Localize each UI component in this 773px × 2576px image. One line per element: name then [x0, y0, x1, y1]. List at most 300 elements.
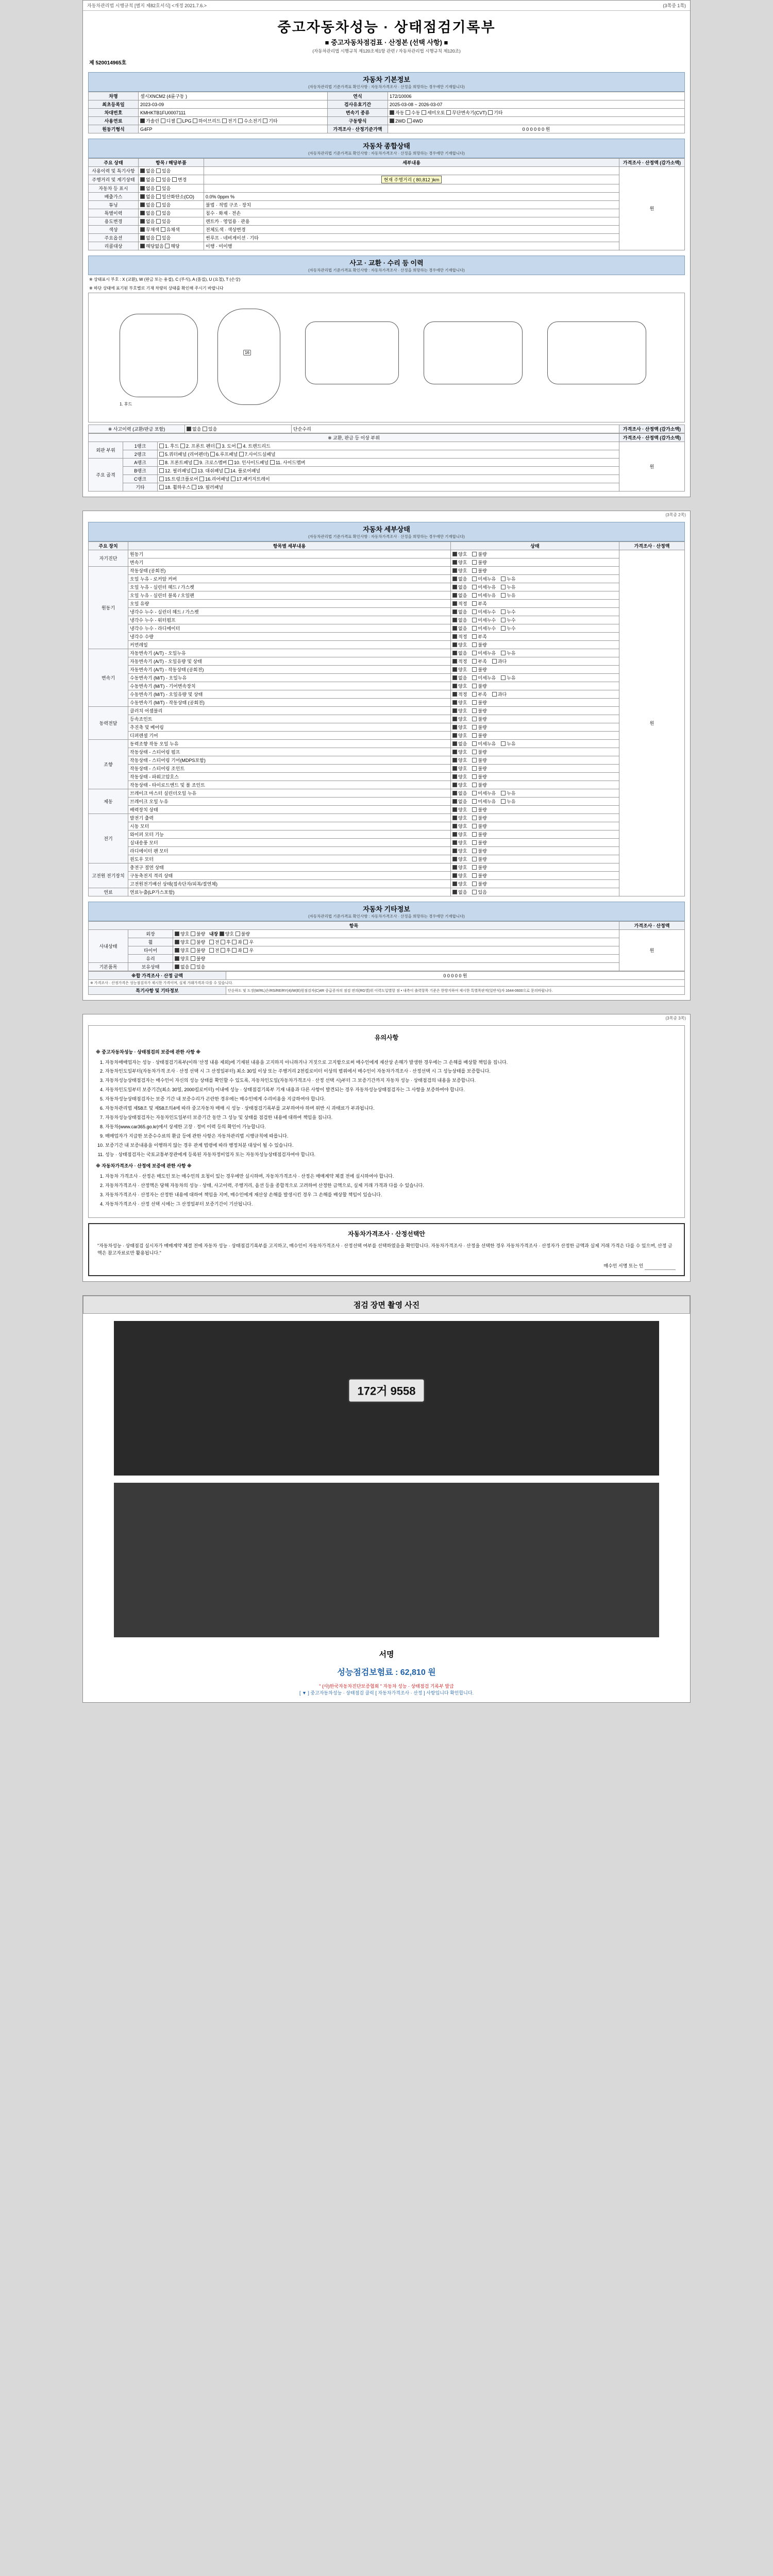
page-title: 중고자동차성능 · 상태점검기록부 [277, 20, 496, 35]
detail-state-1-5[interactable] [451, 608, 619, 616]
detail-opt-2-0-2[interactable]: 누유 [501, 651, 515, 656]
overall-price-cell: 원 [619, 167, 685, 250]
detail-state-1-8[interactable] [451, 633, 619, 641]
row-sub-7: 전체도색 · 색상변경 [204, 226, 619, 234]
detail-item-0-1: 변속기 [128, 558, 451, 567]
opt-fuel-4[interactable]: 전기 [222, 118, 237, 124]
detail-state-6-1[interactable] [451, 822, 619, 831]
band-accident-note: (자동차관리법 기준가격표 확인사항 : 자동차가격조사 · 산정을 희망하는 경우에만 기재합니다) [308, 268, 465, 273]
table-row [89, 822, 685, 831]
detail-state-8-0[interactable] [451, 888, 619, 896]
row-opts-9[interactable]: 해당없음 해당 [139, 242, 204, 250]
inspection-photo-front[interactable] [114, 1321, 659, 1476]
detail-opt-1-7-0[interactable]: 없음 [452, 626, 467, 631]
other-label-glass: 유리 [128, 955, 173, 963]
detail-opt-0-0-1[interactable]: 불량 [472, 552, 486, 557]
page-subtitle-note: (자동차관리법 시행규칙 제120조제1항 관련 / 자동차관리법 시행규칙 제120조) [312, 48, 461, 54]
table-row [89, 600, 685, 608]
detail-state-0-1[interactable] [451, 558, 619, 567]
detail-opt-7-0-1[interactable]: 불량 [472, 865, 486, 870]
document-number: 제 520014965호 [89, 60, 127, 66]
detail-item-6-0: 발전기 출력 [128, 814, 451, 822]
value-engine-type: G4FP [139, 125, 328, 133]
other-price-value: 원 [619, 930, 685, 971]
total-value: 0 0 0 0 0 원 [226, 972, 685, 980]
detail-opt-4-2-0[interactable]: 양호 [452, 758, 467, 763]
sheet-1 [82, 0, 691, 497]
detail-opt-6-1-0[interactable]: 양호 [452, 824, 467, 829]
detail-state-2-2[interactable] [451, 666, 619, 674]
detail-opt-2-1-2[interactable]: 과다 [492, 659, 507, 664]
detail-opt-0-1-1[interactable]: 불량 [472, 560, 486, 565]
detail-rows-body [89, 550, 685, 896]
detail-state-7-1[interactable] [451, 872, 619, 880]
detail-opt-4-2-1[interactable]: 불량 [472, 758, 486, 763]
detail-opt-6-4-1[interactable]: 불량 [472, 849, 486, 854]
band-accident [88, 256, 685, 275]
detail-opt-0-1-0[interactable]: 양호 [452, 560, 467, 565]
detail-opt-6-0-0[interactable]: 양호 [452, 816, 467, 821]
band-basic-info-label: 자동차 기본정보 [363, 76, 410, 83]
other-opts-exterior[interactable]: 양호 불량 내장 양호 불량 [173, 930, 619, 938]
table-row [89, 930, 685, 938]
detail-opt-4-5-1[interactable]: 불량 [472, 783, 486, 788]
association-note: " (사)한국자동차진단보증협회 " 자동차 성능 · 상태점검 기록부 발급 [319, 1683, 454, 1689]
notice-item-4: 5. 자동차성능상태점검자는 보증 기간 내 보증수리가 곤란한 경우에는 매수인에게 수리비용을 지급하여야 합니다. [105, 1096, 677, 1103]
detail-opt-1-0-0[interactable]: 양호 [452, 568, 467, 573]
detail-opt-1-9-1[interactable]: 불량 [472, 642, 486, 648]
frame-items-etc[interactable]: 18. 휠하우스 19. 필러패널 [158, 483, 619, 492]
frame-group-main: 주요 골격 [89, 459, 123, 492]
detail-opt-2-3-0[interactable]: 없음 [452, 675, 467, 681]
table-row [89, 880, 685, 888]
detail-opt-6-1-1[interactable]: 불량 [472, 824, 486, 829]
detail-opt-7-1-1[interactable]: 불량 [472, 873, 486, 878]
detail-opt-3-3-1[interactable]: 불량 [472, 733, 486, 738]
row-opts-4[interactable]: 없음 있음 [139, 201, 204, 209]
detail-opt-4-0-2[interactable]: 누유 [501, 741, 515, 747]
table-row [89, 748, 685, 756]
detail-state-6-5[interactable] [451, 855, 619, 863]
band-overall [88, 139, 685, 158]
detail-state-2-5[interactable] [451, 690, 619, 699]
accident-opts[interactable]: 없음 있음 [185, 425, 292, 433]
label-first-reg: 최초등록일 [89, 100, 139, 109]
detail-opt-2-4-1[interactable]: 불량 [472, 684, 486, 689]
opt-trans-4[interactable]: 기타 [488, 110, 502, 115]
table-row [89, 633, 685, 641]
detail-opt-2-5-0[interactable]: 적정 [452, 692, 467, 697]
table-row [89, 583, 685, 591]
table-row [89, 814, 685, 822]
detail-item-7-1: 구동축전지 격리 상태 [128, 872, 451, 880]
row-opts-6[interactable]: 없음 있음 [139, 217, 204, 226]
detail-opt-4-0-0[interactable]: 없음 [452, 741, 467, 747]
detail-state-4-0[interactable] [451, 740, 619, 748]
opt-trans-0[interactable]: 자동 [390, 110, 404, 115]
opt-fuel-0[interactable]: 가솔린 [140, 118, 159, 124]
row-sub-5: 침수 · 화재 · 전손 [204, 209, 619, 217]
detail-opt-2-1-0[interactable]: 적정 [452, 659, 467, 664]
detail-opt-1-7-2[interactable]: 누수 [501, 626, 515, 631]
detail-group-0: 자기진단 [89, 550, 128, 567]
detail-opt-2-1-1[interactable]: 부족 [472, 659, 486, 664]
detail-opt-2-5-1[interactable]: 부족 [472, 692, 486, 697]
detail-opt-2-6-0[interactable]: 양호 [452, 700, 467, 705]
table-row [89, 831, 685, 839]
detail-state-1-9[interactable] [451, 641, 619, 649]
detail-state-6-0[interactable] [451, 814, 619, 822]
opt-trans-3[interactable]: 무단변속기(CVT) [446, 110, 486, 115]
detail-item-5-1: 브레이크 오일 누유 [128, 798, 451, 806]
row-label-5: 특별이력 [89, 209, 139, 217]
table-row [89, 649, 685, 657]
detail-opt-1-7-1[interactable]: 미세누수 [472, 626, 496, 631]
table-row [89, 242, 685, 250]
detail-opt-6-4-0[interactable]: 양호 [452, 849, 467, 854]
detail-state-1-6[interactable] [451, 616, 619, 624]
detail-item-1-1: 오일 누유 - 로커암 커버 [128, 575, 451, 583]
col-item: 항목 / 해당부품 [139, 159, 204, 167]
frame-group-outer: 외판 부위 [89, 442, 123, 459]
frame-items-1[interactable]: 1. 후드 2. 프론트 펜더 3. 도어 4. 트렌드리드 [158, 442, 619, 450]
row-opts-8[interactable]: 없음 있음 [139, 234, 204, 242]
signature-input[interactable] [645, 1262, 676, 1270]
detail-opt-1-4-1[interactable]: 부족 [472, 601, 486, 606]
detail-opt-3-1-0[interactable]: 양호 [452, 717, 467, 722]
detail-item-3-2: 추진축 및 베어링 [128, 723, 451, 732]
detail-opt-1-5-2[interactable]: 누수 [501, 609, 515, 615]
detail-opt-4-3-1[interactable]: 불량 [472, 766, 486, 771]
table-row [89, 938, 685, 946]
accident-label: ※ 사고이력 (교환/판금 포함) [89, 425, 185, 433]
detail-opt-6-2-0[interactable]: 양호 [452, 832, 467, 837]
notice-item-6: 7. 자동차성능상태점검자는 자동차인도일부터 보증기간 동안 그 성능 및 상태를 점검한 내용에 대하여 책임을 집니다. [105, 1114, 677, 1122]
detail-opt-7-1-0[interactable]: 양호 [452, 873, 467, 878]
row-opts-7[interactable]: 무채색 유채색 [139, 226, 204, 234]
page-subtitle: ■ 중고자동차점검표 · 산정본 (선택 사항) ■ [325, 39, 448, 46]
detail-state-1-1[interactable] [451, 575, 619, 583]
detail-state-3-2[interactable] [451, 723, 619, 732]
confirm-note: [ ▼ ] 중고자동차성능 · 상태점검 클릭 [ 자동차가격조사 · 산정 ] 사항입니다 확인합니다. [299, 1690, 474, 1696]
detail-opt-1-1-2[interactable]: 누유 [501, 577, 515, 582]
detail-opt-1-6-2[interactable]: 누수 [501, 618, 515, 623]
band-other-note: (자동차관리법 기준가격표 확인사항 : 자동차가격조사 · 산정을 희망하는 경우에만 기재합니다) [308, 914, 465, 919]
row-label-4: 튜닝 [89, 201, 139, 209]
value-year: 172/10006 [388, 92, 685, 100]
detail-state-2-1[interactable] [451, 657, 619, 666]
detail-opt-4-4-0[interactable]: 양호 [452, 774, 467, 779]
col-main-state: 주요 상태 [89, 159, 139, 167]
table-row [89, 781, 685, 789]
detail-opt-5-1-2[interactable]: 누유 [501, 799, 515, 804]
detail-opt-4-1-0[interactable]: 양호 [452, 750, 467, 755]
detail-opt-5-0-2[interactable]: 누유 [501, 791, 515, 796]
sheet1-topnote [83, 1, 690, 11]
table-row [89, 657, 685, 666]
detail-opt-1-2-0[interactable]: 없음 [452, 585, 467, 590]
detail-group-7: 고전원 전기장치 [89, 863, 128, 888]
opt-drive-0[interactable]: 2WD [390, 118, 406, 124]
value-base-price: 0 0 0 0 0 0 원 [388, 125, 685, 133]
detail-opt-7-0-0[interactable]: 양호 [452, 865, 467, 870]
frame-rank-C: C랭크 [123, 475, 158, 483]
notice-heading-1: ※ 중고자동차성능 · 상태점검의 보증에 관한 사항 ※ [96, 1049, 201, 1055]
detail-item-2-4: 수동변속기 (M/T) - 기어변속장치 [128, 682, 451, 690]
col-other-item: 항목 [89, 922, 619, 930]
detail-opt-1-5-0[interactable]: 없음 [452, 609, 467, 615]
detail-opt-1-3-1[interactable]: 미세누유 [472, 593, 496, 598]
detail-group-8: 연료 [89, 888, 128, 896]
detail-item-2-6: 수동변속기 (M/T) - 작동상태 (공회전) [128, 699, 451, 707]
detail-state-4-2[interactable] [451, 756, 619, 765]
detail-opt-6-2-1[interactable]: 불량 [472, 832, 486, 837]
table-row [89, 209, 685, 217]
detail-opt-2-4-0[interactable]: 양호 [452, 684, 467, 689]
declaration-signature-label: 매수인 서명 또는 인 [603, 1263, 644, 1268]
detail-item-6-5: 윈도우 모터 [128, 855, 451, 863]
opt-fuel-6[interactable]: 기타 [263, 118, 277, 124]
detail-opt-4-0-1[interactable]: 미세누유 [472, 741, 496, 747]
row-label-6: 용도변경 [89, 217, 139, 226]
detail-state-4-1[interactable] [451, 748, 619, 756]
detail-opt-4-3-0[interactable]: 양호 [452, 766, 467, 771]
other-opts-wheel[interactable]: 양호 불량 전 후 좌 우 [173, 938, 619, 946]
opt-fuel-3[interactable]: 하이브리드 [193, 118, 221, 124]
detail-opt-2-5-2[interactable]: 과다 [492, 692, 507, 697]
value-fuel [139, 117, 328, 125]
detail-opt-5-1-0[interactable]: 없음 [452, 799, 467, 804]
detail-state-1-7[interactable] [451, 624, 619, 633]
detail-opt-1-6-0[interactable]: 없음 [452, 618, 467, 623]
label-transmission: 변속기 종류 [328, 109, 388, 117]
detail-state-5-2[interactable] [451, 806, 619, 814]
other-opts-glass[interactable]: 양호 불량 [173, 955, 619, 963]
detail-opt-1-2-2[interactable]: 누유 [501, 585, 515, 590]
detail-opt-1-6-1[interactable]: 미세누수 [472, 618, 496, 623]
page-indicator-3: (3쪽중 3쪽) [665, 1016, 686, 1021]
detail-state-7-0[interactable] [451, 863, 619, 872]
other-opts-possession[interactable]: 없음 있음 [173, 963, 619, 971]
table-row [89, 483, 685, 492]
band-detail [88, 522, 685, 541]
table-row [89, 855, 685, 863]
detail-opt-1-8-1[interactable]: 부족 [472, 634, 486, 639]
row-sub-9: 이행 · 미이행 [204, 242, 619, 250]
band-basic-info [88, 72, 685, 92]
detail-opt-7-2-1[interactable]: 불량 [472, 882, 486, 887]
frame-items-C[interactable]: 15.트렁크플로어 16.리어패널 17.패키지트레이 [158, 475, 619, 483]
detail-opt-8-0-0[interactable]: 없음 [452, 890, 467, 895]
detail-opt-3-0-0[interactable]: 양호 [452, 708, 467, 714]
detail-state-6-4[interactable] [451, 847, 619, 855]
detail-state-4-4[interactable] [451, 773, 619, 781]
detail-state-0-0[interactable] [451, 550, 619, 558]
detail-item-1-2: 오일 누유 - 실린더 헤드 / 가스켓 [128, 583, 451, 591]
table-row [89, 217, 685, 226]
detail-state-7-2[interactable] [451, 880, 619, 888]
detail-opt-5-0-1[interactable]: 미세누유 [472, 791, 496, 796]
detail-state-5-0[interactable] [451, 789, 619, 798]
sheet-4-photos [82, 1295, 691, 1703]
car-damage-diagram[interactable] [88, 293, 685, 422]
detail-item-2-3: 수동변속기 (M/T) - 오일누유 [128, 674, 451, 682]
detail-opt-5-1-1[interactable]: 미세누유 [472, 799, 496, 804]
table-row [89, 690, 685, 699]
detail-item-5-0: 브레이크 마스터 실린더오일 누유 [128, 789, 451, 798]
detail-opt-6-5-0[interactable]: 양호 [452, 857, 467, 862]
car-view-top [217, 309, 280, 405]
detail-opt-0-0-0[interactable]: 양호 [452, 552, 467, 557]
opt-fuel-2[interactable]: LPG [177, 118, 192, 124]
detail-opt-1-8-0[interactable]: 적정 [452, 634, 467, 639]
detail-opt-3-2-0[interactable]: 양호 [452, 725, 467, 730]
notice-item-9: 10. 보증기간 내 보증내용을 이행하지 않는 경우 관계 법령에 따라 행정처분 대상이 될 수 있습니다. [105, 1142, 677, 1149]
notice-item-0: 1. 자동차매매업자는 성능 · 상태점검기록부(이하 '산정 내용 제외)에 기재된 내용을 고지하지 아니하거나 거짓으로 고지함으로써 매수인에게 재산상 손해가 발생한 경우에는 그 손해를 배상할 책임을 집니다. [105, 1059, 677, 1066]
detail-opt-2-6-1[interactable]: 불량 [472, 700, 486, 705]
detail-opt-6-5-1[interactable]: 불량 [472, 857, 486, 862]
detail-opt-3-2-1[interactable]: 불량 [472, 725, 486, 730]
table-row [89, 442, 685, 450]
detail-state-4-5[interactable] [451, 781, 619, 789]
detail-opt-4-5-0[interactable]: 양호 [452, 783, 467, 788]
detail-opt-2-3-2[interactable]: 누유 [501, 675, 515, 681]
detail-state-2-3[interactable] [451, 674, 619, 682]
detail-opt-1-1-0[interactable]: 없음 [452, 577, 467, 582]
detail-opt-1-4-0[interactable]: 적정 [452, 601, 467, 606]
detail-opt-5-2-0[interactable]: 양호 [452, 807, 467, 812]
detail-item-2-5: 수동변속기 (M/T) - 오일유량 및 상태 [128, 690, 451, 699]
detail-state-4-3[interactable] [451, 765, 619, 773]
frame-rank-A: A랭크 [123, 459, 158, 467]
detail-opt-8-0-1[interactable]: 있음 [472, 890, 486, 895]
frame-rank-etc: 기타 [123, 483, 158, 492]
notice-price-item-1: 2. 자동차가격조사 · 산정액은 당해 자동차의 성능 · 상태, 사고이력, 주행거리, 옵션 등을 종합적으로 고려하여 산정한 금액으로, 실제 거래 가격과 다를 수 있습니다. [105, 1182, 677, 1190]
detail-state-3-0[interactable] [451, 707, 619, 715]
other-opts-tire[interactable]: 양호 불량 전 후 좌 우 [173, 946, 619, 955]
detail-state-1-3[interactable] [451, 591, 619, 600]
detail-state-3-3[interactable] [451, 732, 619, 740]
opt-trans-2[interactable]: 세미오토 [422, 110, 445, 115]
row-opts-5[interactable]: 없음 있음 [139, 209, 204, 217]
table-row [89, 450, 685, 459]
value-first-reg: 2023-03-09 [139, 100, 328, 109]
detail-opt-1-3-0[interactable]: 없음 [452, 593, 467, 598]
detail-state-2-0[interactable] [451, 649, 619, 657]
detail-opt-6-0-1[interactable]: 불량 [472, 816, 486, 821]
detail-opt-2-0-1[interactable]: 미세누유 [472, 651, 496, 656]
detail-opt-3-0-1[interactable]: 불량 [472, 708, 486, 714]
table-row [89, 806, 685, 814]
notice-title: 유의사항 [374, 1034, 399, 1041]
detail-opt-2-2-0[interactable]: 양호 [452, 667, 467, 672]
diagram-legend-2: ※ 하단 상태에 표기된 부호별로 기재 차량의 상태를 확인해 주시기 바랍니다 [89, 286, 224, 291]
detail-opt-5-2-1[interactable]: 불량 [472, 807, 486, 812]
frame-items-A[interactable]: 8. 프론트패널 9. 크로스멤버 10. 인사이드패널 11. 사이드멤버 [158, 459, 619, 467]
detail-item-3-1: 등속조인트 [128, 715, 451, 723]
opt-drive-1[interactable]: 4WD [407, 118, 423, 124]
frame-items-B[interactable]: 12. 필러패널 13. 대쉬패널 14. 플로어패널 [158, 467, 619, 475]
detail-opt-1-9-0[interactable]: 양호 [452, 642, 467, 648]
car-view-left [120, 314, 198, 397]
detail-state-6-3[interactable] [451, 839, 619, 847]
detail-opt-1-3-2[interactable]: 누유 [501, 593, 515, 598]
detail-opt-4-1-1[interactable]: 불량 [472, 750, 486, 755]
opt-fuel-1[interactable]: 디젤 [161, 118, 175, 124]
detail-opt-2-2-1[interactable]: 불량 [472, 667, 486, 672]
row-sub-0 [204, 167, 619, 175]
table-row [89, 798, 685, 806]
detail-opt-1-1-1[interactable]: 미세누유 [472, 577, 496, 582]
detail-opt-1-5-1[interactable]: 미세누수 [472, 609, 496, 615]
detail-opt-1-0-1[interactable]: 불량 [472, 568, 486, 573]
detail-state-5-1[interactable] [451, 798, 619, 806]
detail-state-1-0[interactable] [451, 567, 619, 575]
band-overall-note: (자동차관리법 기준가격표 확인사항 : 자동차가격조사 · 산정을 희망하는 경우에만 기재합니다) [308, 151, 465, 156]
detail-opt-3-3-0[interactable]: 양호 [452, 733, 467, 738]
notice-price-item-0: 1. 자동차 가격조사 · 산정은 매도인 또는 매수인의 요청이 있는 경우에만 실시하며, 자동차가격조사 · 산정은 매매계약 체결 전에 실시하여야 합니다. [105, 1173, 677, 1180]
detail-state-3-1[interactable] [451, 715, 619, 723]
extra-label: 특기사항 및 기타정보 [89, 987, 226, 995]
section-other-info [83, 902, 690, 1000]
table-overall-state [88, 158, 685, 250]
detail-opt-6-3-1[interactable]: 불량 [472, 840, 486, 845]
detail-state-1-2[interactable] [451, 583, 619, 591]
detail-item-2-0: 자동변속기 (A/T) - 오일누유 [128, 649, 451, 657]
row-opts-1[interactable]: 없음 있음 변경 [139, 175, 204, 184]
detail-opt-1-2-1[interactable]: 미세누유 [472, 585, 496, 590]
table-row [89, 946, 685, 955]
table-row [89, 184, 685, 193]
row-opts-3[interactable]: 없음 일산화탄소(CO) [139, 193, 204, 201]
detail-opt-2-3-1[interactable]: 미세누유 [472, 675, 496, 681]
detail-opt-4-4-1[interactable]: 불량 [472, 774, 486, 779]
row-label-7: 색상 [89, 226, 139, 234]
row-label-8: 주요옵션 [89, 234, 139, 242]
detail-state-6-2[interactable] [451, 831, 619, 839]
inspection-insurance-fee: 성능점검보험료 : 62,810 원 [337, 1668, 436, 1677]
band-basic-info-note: (자동차관리법 기준가격표 확인사항 : 자동차가격조사 · 산정을 희망하는 경우에만 기재합니다) [308, 84, 465, 89]
opt-fuel-5[interactable]: 수소전기 [238, 118, 262, 124]
label-inspection-period: 검사유효기간 [328, 100, 388, 109]
row-opts-0[interactable]: 없음 있음 [139, 167, 204, 175]
form-reference: 자동차관리법 시행규칙 [별지 제82호서식] <개정 2021.7.6.> [87, 3, 207, 8]
table-row [89, 732, 685, 740]
value-transmission [388, 109, 685, 117]
table-row [89, 467, 685, 475]
detail-state-1-4[interactable] [451, 600, 619, 608]
frame-items-2[interactable]: 5.쿼터패널 (리어펜더) 6.루프패널 7.사이드실패널 [158, 450, 619, 459]
accident-sub: 단순수리 [292, 425, 619, 433]
row-opts-2[interactable]: 없음 있음 [139, 184, 204, 193]
declaration-signature[interactable] [97, 1262, 676, 1270]
detail-item-1-0: 작동상태 (공회전) [128, 567, 451, 575]
detail-opt-2-0-0[interactable]: 없음 [452, 651, 467, 656]
detail-opt-7-2-0[interactable]: 양호 [452, 882, 467, 887]
opt-trans-1[interactable]: 수동 [406, 110, 420, 115]
detail-item-1-3: 오일 누유 - 실린더 블록 / 오일팬 [128, 591, 451, 600]
detail-opt-3-1-1[interactable]: 불량 [472, 717, 486, 722]
detail-opt-6-3-0[interactable]: 양호 [452, 840, 467, 845]
detail-state-2-6[interactable] [451, 699, 619, 707]
table-row [89, 699, 685, 707]
value-vin: KMHKTB1FU0007111 [139, 109, 328, 117]
notice-item-10: 11. 성능 · 상태점검자는 국토교통부장관에게 등록된 자동차정비업자 또는 자동차성능상태점검자여야 합니다. [105, 1151, 677, 1159]
detail-opt-5-0-0[interactable]: 없음 [452, 791, 467, 796]
inspection-photo-underbody[interactable] [114, 1483, 659, 1637]
sheet-3 [82, 1014, 691, 1282]
detail-state-2-4[interactable] [451, 682, 619, 690]
